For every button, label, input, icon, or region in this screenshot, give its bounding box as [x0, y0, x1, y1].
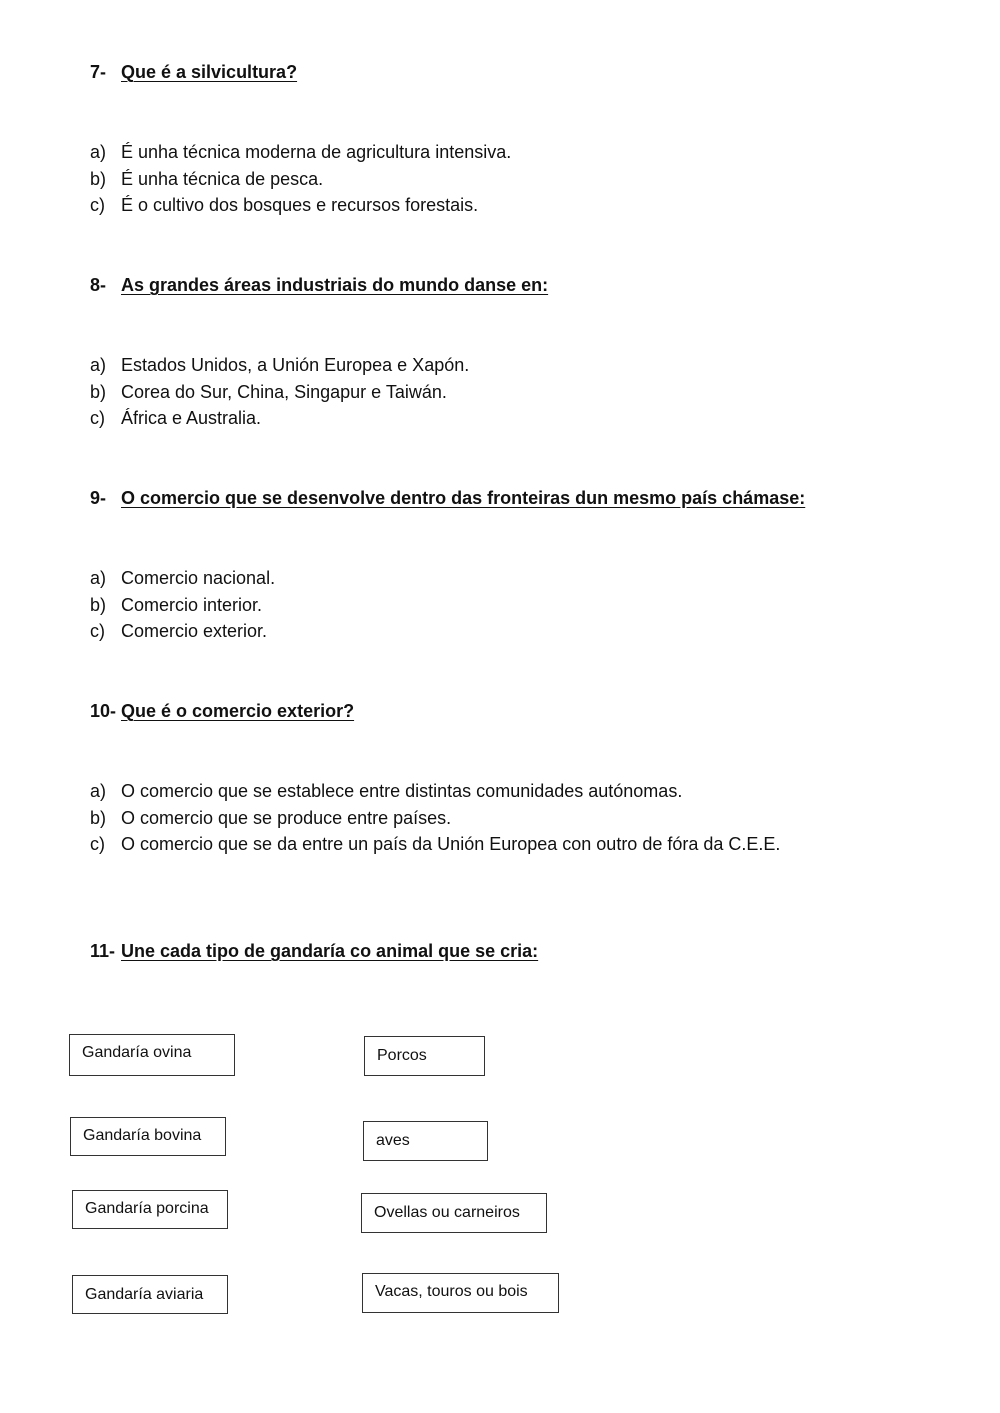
question-7-title — [90, 62, 297, 83]
option-text: Comercio exterior. — [121, 621, 268, 641]
question-9-options — [90, 565, 275, 645]
question-7-options — [90, 139, 511, 219]
question-11-title — [90, 941, 538, 962]
option-a[interactable] — [90, 778, 780, 805]
option-c[interactable] — [90, 192, 511, 219]
match-left-porcina[interactable]: Gandaría porcina — [72, 1190, 228, 1229]
match-left-ovina[interactable]: Gandaría ovina — [69, 1034, 235, 1076]
question-8-title — [90, 275, 548, 296]
option-text: Comercio nacional. — [121, 568, 276, 588]
question-text: O comercio que se desenvolve dentro das fronteiras dun mesmo país chámase: — [121, 488, 806, 508]
option-letter: c) — [90, 195, 105, 215]
question-text: Une cada tipo de gandaría co animal que se cria: — [121, 941, 539, 961]
option-b[interactable] — [90, 805, 780, 832]
option-text: O comercio que se establece entre distintas comunidades autónomas. — [121, 781, 683, 801]
option-text: É unha técnica moderna de agricultura intensiva. — [121, 142, 512, 162]
question-9-title — [90, 488, 805, 509]
option-c[interactable] — [90, 618, 275, 645]
question-number: 11- — [90, 941, 116, 961]
match-right-porcos[interactable]: Porcos — [364, 1036, 485, 1076]
option-text: Comercio interior. — [121, 594, 263, 615]
match-left-bovina[interactable]: Gandaría bovina — [70, 1117, 226, 1156]
option-text: Corea do Sur, China, Singapur e Taiwán. — [121, 381, 447, 402]
option-letter: b) — [90, 594, 107, 615]
match-right-vacas[interactable]: Vacas, touros ou bois — [362, 1273, 559, 1313]
option-letter: b) — [90, 168, 107, 189]
option-letter: c) — [90, 408, 105, 428]
question-number: 7- — [90, 62, 107, 82]
question-number: 9- — [90, 488, 107, 508]
option-letter: a) — [90, 355, 107, 375]
match-right-ovellas[interactable]: Ovellas ou carneiros — [361, 1193, 547, 1233]
option-letter: a) — [90, 781, 107, 801]
option-text: Estados Unidos, a Unión Europea e Xapón. — [121, 355, 470, 375]
option-c[interactable] — [90, 831, 780, 858]
option-letter: a) — [90, 568, 107, 588]
option-text: É unha técnica de pesca. — [121, 168, 324, 189]
option-a[interactable] — [90, 565, 275, 592]
option-text: O comercio que se da entre un país da Unión Europea con outro de fóra da C.E.E. — [121, 834, 781, 854]
option-letter: c) — [90, 834, 105, 854]
match-left-aviaria[interactable]: Gandaría aviaria — [72, 1275, 228, 1314]
option-b[interactable] — [90, 592, 275, 619]
option-text: É o cultivo dos bosques e recursos forestais. — [121, 195, 479, 215]
option-letter: c) — [90, 621, 105, 641]
option-b[interactable] — [90, 379, 469, 406]
question-text: Que é a silvicultura? — [121, 62, 298, 82]
option-a[interactable] — [90, 352, 469, 379]
question-8-options — [90, 352, 469, 432]
question-10-options — [90, 778, 780, 858]
option-a[interactable] — [90, 139, 511, 166]
question-text: Que é o comercio exterior? — [121, 701, 355, 721]
option-letter: b) — [90, 807, 107, 828]
option-letter: b) — [90, 381, 107, 402]
question-text: As grandes áreas industriais do mundo danse en: — [121, 275, 549, 295]
question-10-title — [90, 701, 354, 722]
question-number: 8- — [90, 275, 107, 295]
option-text: O comercio que se produce entre países. — [121, 807, 452, 828]
match-right-aves[interactable]: aves — [363, 1121, 488, 1161]
question-number: 10- — [90, 701, 117, 721]
option-letter: a) — [90, 142, 107, 162]
option-c[interactable] — [90, 405, 469, 432]
option-b[interactable] — [90, 166, 511, 193]
option-text: África e Australia. — [121, 408, 262, 428]
